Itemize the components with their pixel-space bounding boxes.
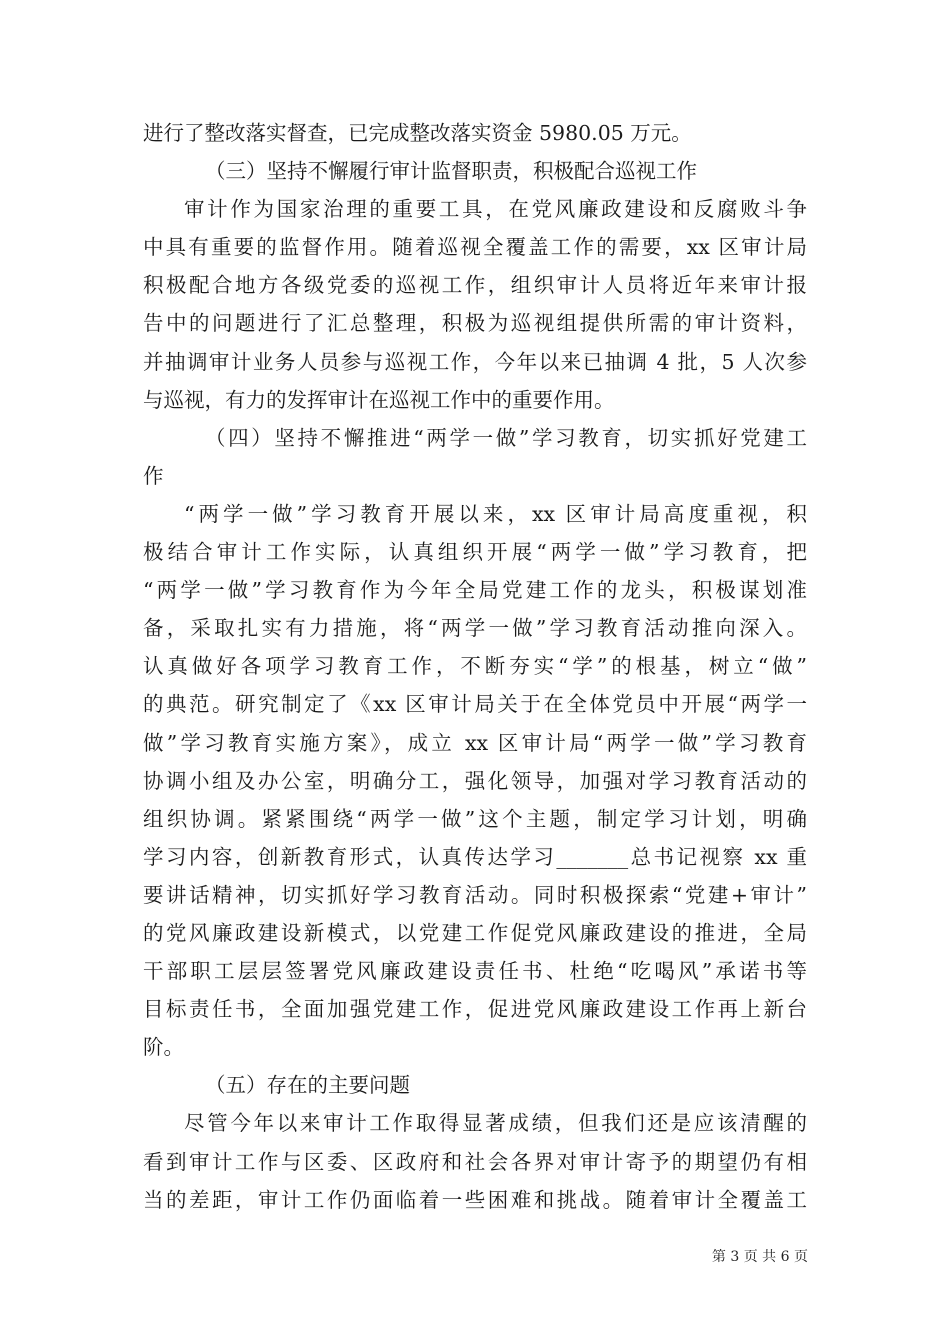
body-line: 积极配合地方各级党委的巡视工作，组织审计人员将近年来审计报 xyxy=(143,273,807,298)
section-heading: （三）坚持不懈履行审计监督职责，积极配合巡视工作 xyxy=(205,159,697,184)
body-line: 要讲话精神，切实抓好学习教育活动。同时积极探索“党建+审计” xyxy=(143,882,807,907)
body-line: 阶。 xyxy=(143,1035,184,1060)
body-line: “两学一做”学习教育作为今年全局党建工作的龙头，积极谋划准 xyxy=(143,578,807,603)
body-line: 告中的问题进行了汇总整理，积极为巡视组提供所需的审计资料， xyxy=(143,311,807,336)
body-line: 协调小组及办公室，明确分工，强化领导，加强对学习教育活动的 xyxy=(143,768,807,793)
body-line: 干部职工层层签署党风廉政建设责任书、杜绝“吃喝风”承诺书等 xyxy=(143,959,807,984)
page-number: 第 3 页 共 6 页 xyxy=(711,1249,808,1265)
body-line: 认真做好各项学习教育工作，不断夯实“学”的根基，树立“做” xyxy=(143,654,807,679)
body-line: 组织协调。紧紧围绕“两学一做”这个主题，制定学习计划，明确 xyxy=(143,806,807,831)
body-line: 备，采取扎实有力措施，将“两学一做”学习教育活动推向深入。 xyxy=(143,616,807,641)
body-line: 与巡视，有力的发挥审计在巡视工作中的重要作用。 xyxy=(143,387,615,412)
section-heading: （五）存在的主要问题 xyxy=(205,1073,410,1098)
document-body xyxy=(143,114,807,1219)
body-line: 做”学习教育实施方案》，成立 xx 区审计局“两学一做”学习教育 xyxy=(143,730,807,755)
body-line: 看到审计工作与区委、区政府和社会各界对审计寄予的期望仍有相 xyxy=(143,1149,807,1174)
body-line: 中具有重要的监督作用。随着巡视全覆盖工作的需要，xx 区审计局 xyxy=(143,235,807,260)
body-line: 的党风廉政建设新模式，以党建工作促党风廉政建设的推进，全局 xyxy=(143,920,807,945)
body-line: “两学一做”学习教育开展以来，xx 区审计局高度重视，积 xyxy=(184,501,807,526)
body-line: 尽管今年以来审计工作取得显著成绩，但我们还是应该清醒的 xyxy=(184,1111,807,1136)
section-heading-continued: 作 xyxy=(143,463,164,488)
section-heading: （四）坚持不懈推进“两学一做”学习教育，切实抓好党建工 xyxy=(205,425,807,450)
body-line: 学习内容，创新教育形式，认真传达学习_______总书记视察 xx 重 xyxy=(143,844,807,869)
body-line: 目标责任书，全面加强党建工作，促进党风廉政建设工作再上新台 xyxy=(143,997,807,1022)
body-line: 进行了整改落实督查，已完成整改落实资金 5980.05 万元。 xyxy=(143,121,692,145)
body-line: 当的差距，审计工作仍面临着一些困难和挑战。随着审计全覆盖工 xyxy=(143,1187,807,1212)
body-line: 极结合审计工作实际，认真组织开展“两学一做”学习教育，把 xyxy=(143,540,807,565)
body-line: 的典范。研究制定了《xx 区审计局关于在全体党员中开展“两学一 xyxy=(143,692,807,717)
body-line: 并抽调审计业务人员参与巡视工作，今年以来已抽调 4 批，5 人次参 xyxy=(143,349,807,374)
body-line: 审计作为国家治理的重要工具，在党风廉政建设和反腐败斗争 xyxy=(184,197,807,222)
